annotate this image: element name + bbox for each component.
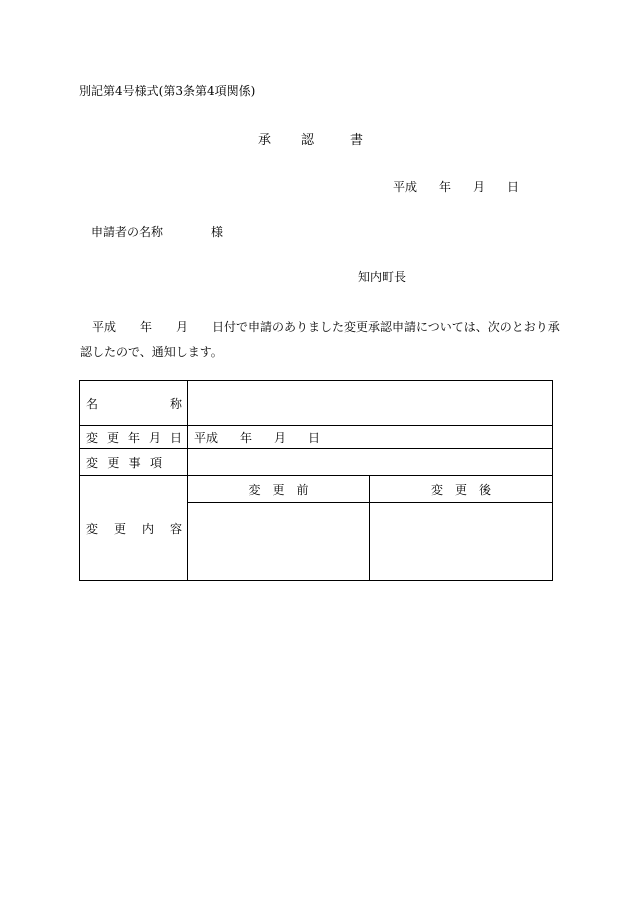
change-date-era: 平成 [194, 430, 219, 445]
change-date-year: 年 [240, 430, 253, 445]
notice-body [80, 315, 560, 365]
row-change-date [80, 426, 553, 449]
before-change-value-cell[interactable] [188, 503, 370, 581]
label-char: 変 [86, 430, 99, 445]
body-line1-text: 日付で申請のありました変更承認申請については、次のとおり承 [212, 320, 560, 334]
change-date-label-cell [80, 426, 188, 449]
row-change-item [80, 449, 553, 476]
notice-line-2: 認したので、通知します。 [80, 345, 223, 359]
label-char: 更 [107, 455, 120, 470]
label-char: 名 [86, 396, 99, 411]
label-char: 月 [148, 430, 161, 445]
name-label-cell [80, 381, 188, 426]
name-value-cell[interactable] [188, 381, 553, 426]
applicant-honorific: 様 [211, 225, 224, 239]
applicant-line [91, 223, 223, 240]
row-content-header [80, 476, 553, 503]
notice-line-1 [80, 315, 560, 340]
label-char: 更 [113, 521, 126, 536]
form-identifier: 別記第4号様式(第3条第4項関係) [79, 84, 256, 98]
label-char: 変 [86, 521, 99, 536]
before-change-header: 変 更 前 [188, 476, 370, 503]
label-char: 更 [106, 430, 119, 445]
issue-date-line [393, 178, 519, 195]
approval-details-table [79, 380, 553, 581]
label-char: 日 [169, 430, 182, 445]
label-char: 事 [128, 455, 141, 470]
document-title [258, 129, 363, 148]
label-char: 項 [149, 455, 162, 470]
change-item-label-cell [80, 449, 188, 476]
body-month: 月 [176, 320, 189, 334]
date-year: 年 [439, 180, 452, 194]
title-char: 書 [350, 133, 364, 148]
title-char: 承 [258, 133, 272, 148]
issuer-name: 知内町長 [358, 270, 407, 284]
applicant-label: 申請者の名称 [91, 225, 164, 239]
change-date-month: 月 [274, 430, 287, 445]
label-char: 変 [86, 455, 99, 470]
row-name [80, 381, 553, 426]
label-char: 内 [141, 521, 154, 536]
title-char: 認 [301, 133, 315, 148]
date-era: 平成 [393, 180, 418, 194]
after-change-value-cell[interactable] [370, 503, 553, 581]
label-char: 年 [127, 430, 140, 445]
date-day: 日 [507, 180, 520, 194]
label-char: 称 [169, 396, 182, 411]
label-char: 容 [169, 521, 182, 536]
change-content-label-cell [80, 476, 188, 581]
change-date-day: 日 [308, 430, 321, 445]
body-era: 平成 [92, 320, 117, 334]
after-change-header: 変 更 後 [370, 476, 553, 503]
date-month: 月 [473, 180, 486, 194]
change-date-value-cell[interactable] [188, 426, 553, 449]
change-item-value-cell[interactable] [188, 449, 553, 476]
body-year: 年 [140, 320, 153, 334]
